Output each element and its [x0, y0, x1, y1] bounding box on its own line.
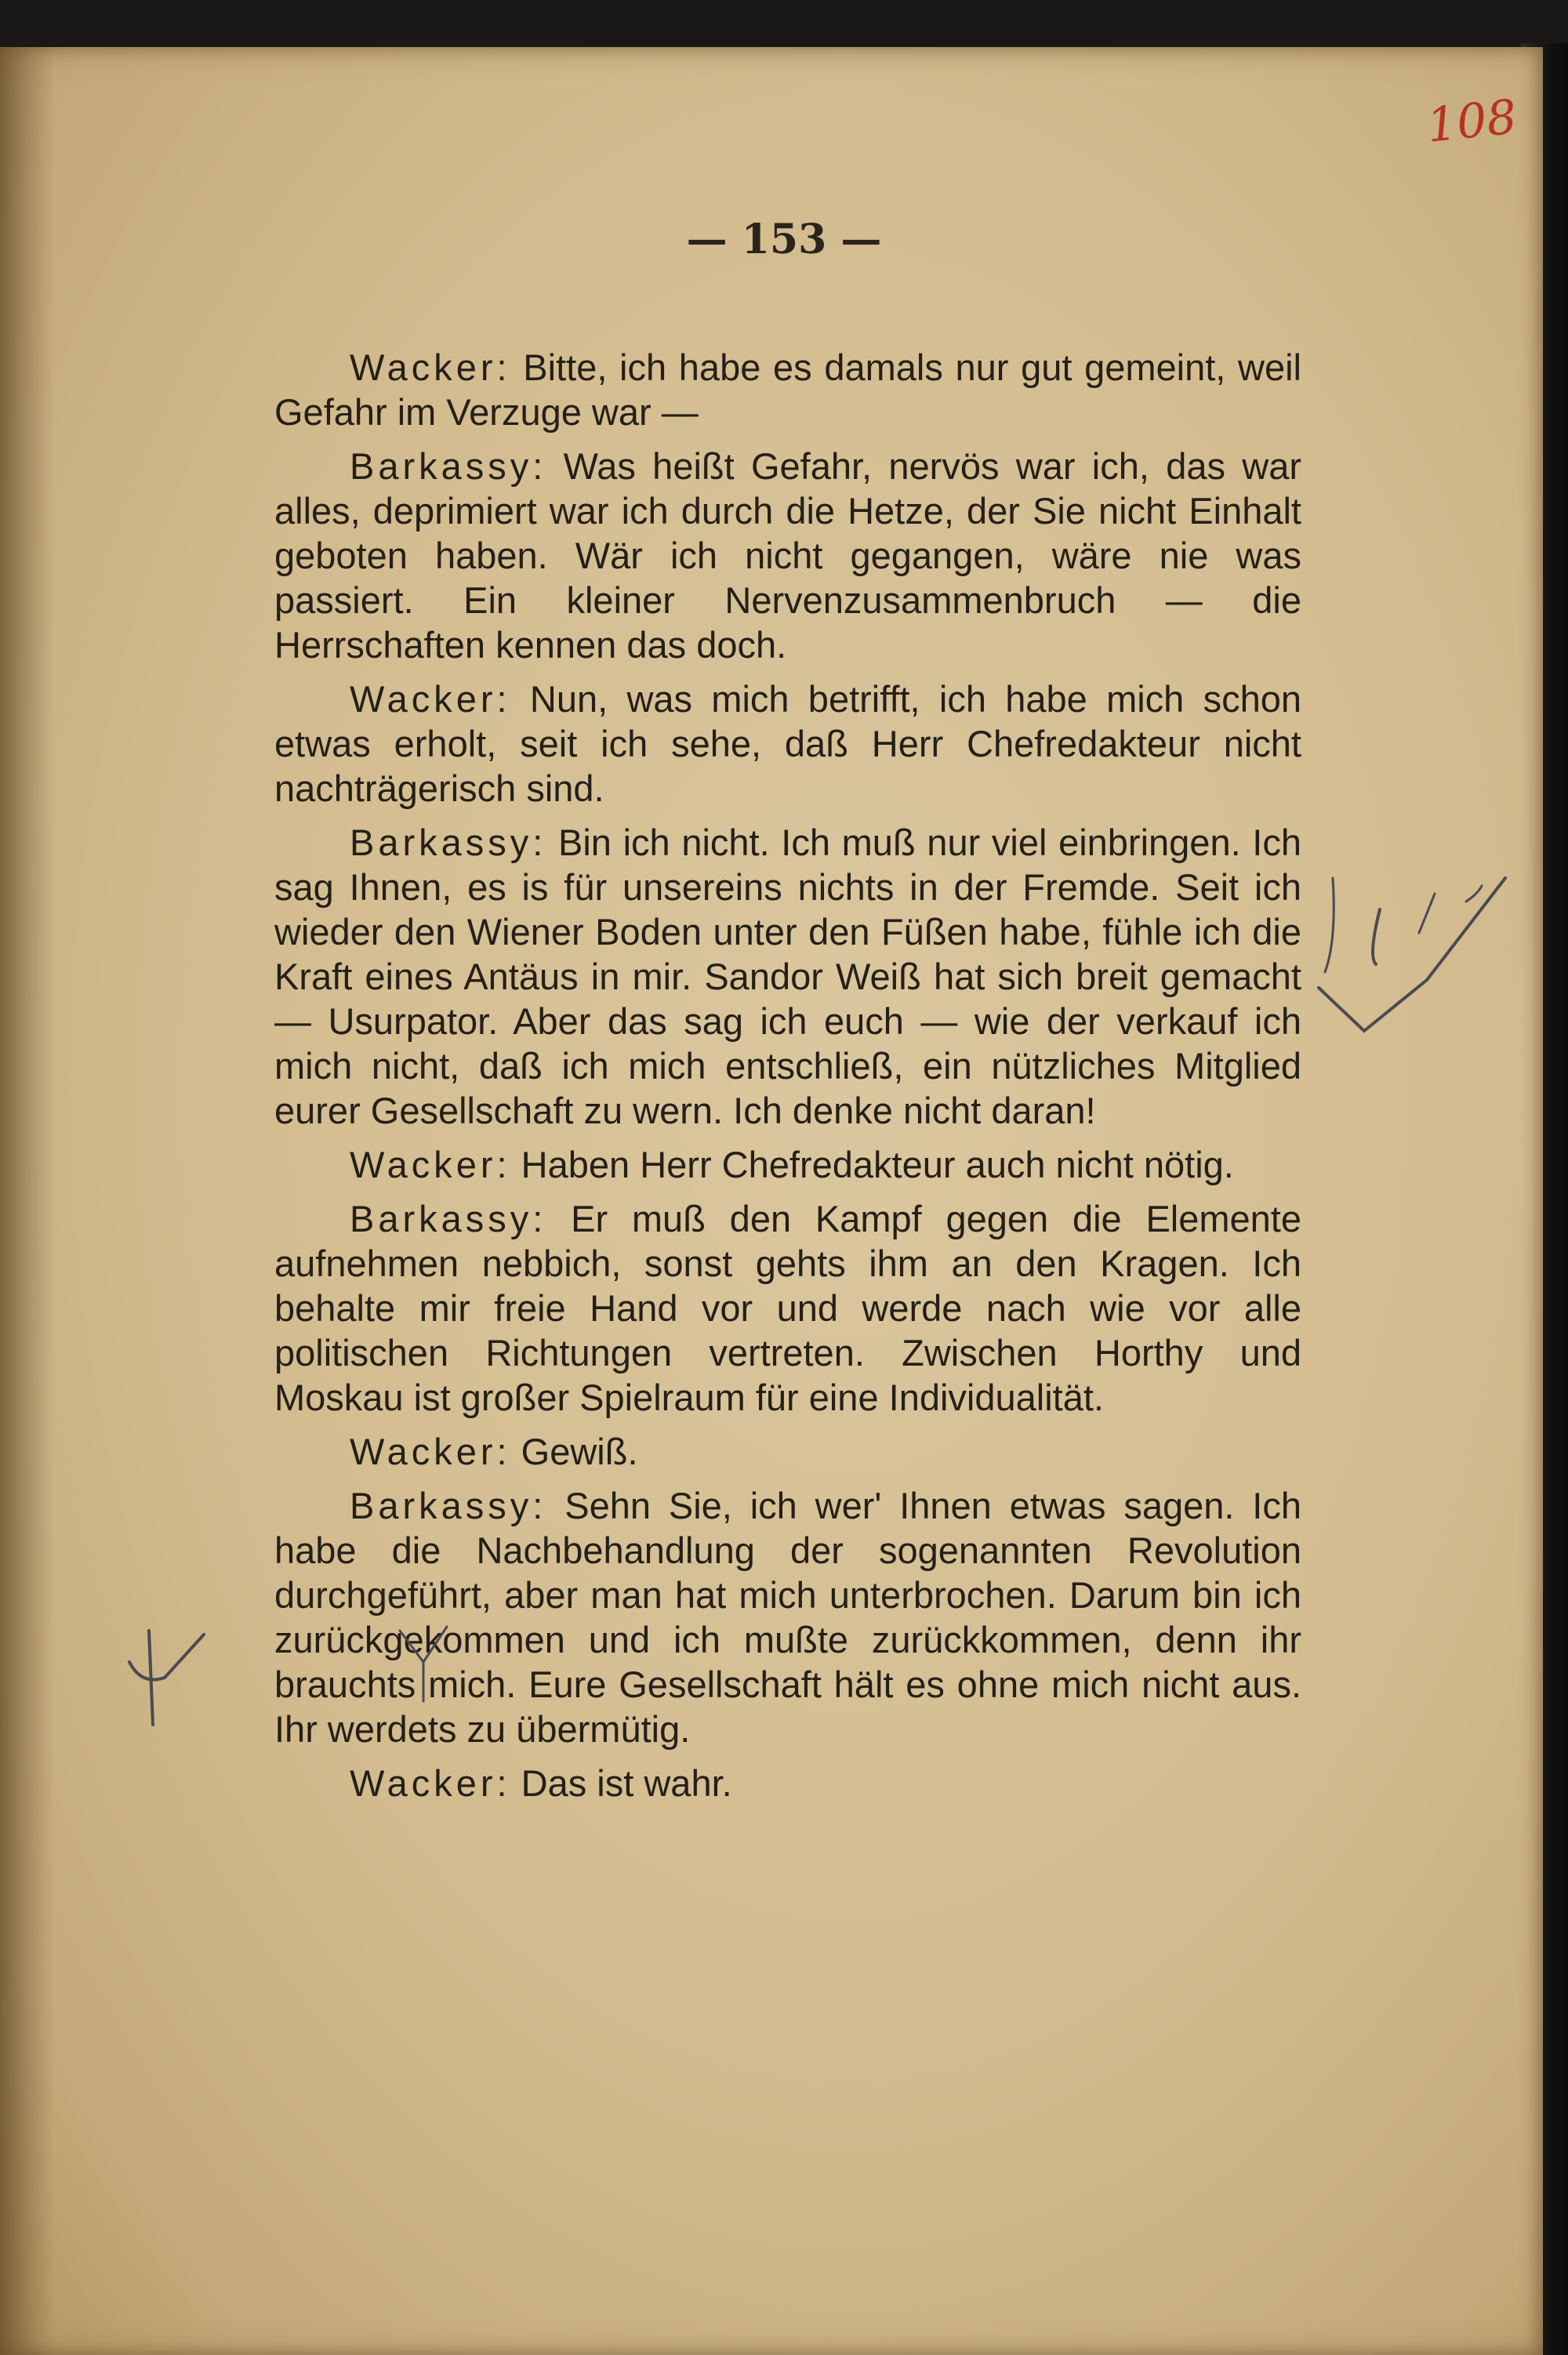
dialogue-paragraph	[274, 1196, 1301, 1420]
dialogue-paragraph	[274, 1142, 1301, 1187]
speech-text: Sehn Sie, ich wer' Ihnen etwas sagen. Ich habe die Nachbehandlung der sogenannten Revolution durchgeführt, aber man hat mich unterbrochen. Darum bin ich zurückgekommen und ich mußte zurückkommen, denn ihr brauchts mich. Eure Gesellschaft hält es ohne mich nicht aus. Ihr werdets zu übermütig.	[274, 1485, 1302, 1750]
speech-text: Nun, was mich betrifft, ich habe mich schon etwas erholt, seit ich sehe, daß Herr Chefredakteur nicht nachträgerisch sind.	[274, 678, 1301, 809]
speech-text: Was heißt Gefahr, nervös war ich, das war alles, deprimiert war ich durch die Hetze, der Sie nicht Einhalt geboten haben. Wär ich nicht gegangen, wäre nie was passiert. Ein kleiner Nervenzusammenbruch — die Herrschaften kennen das doch.	[274, 445, 1301, 666]
speech-text: Das ist wahr.	[521, 1762, 732, 1804]
page-number: — 153 —	[686, 216, 882, 263]
speaker-name: Wacker:	[350, 347, 511, 388]
dialogue-paragraph	[274, 1483, 1301, 1751]
speech-text: Er muß den Kampf gegen die Elemente aufnehmen nebbich, sonst gehts ihm an den Kragen. Ich behalte mir freie Hand vor und werde nach wie vor alle politischen Richtungen vertreten. Zwischen Horthy und Moskau ist großer Spielraum für eine Individualität.	[274, 1198, 1301, 1418]
speaker-name: Barkassy:	[350, 1198, 547, 1239]
page-gutter	[0, 47, 55, 2355]
speaker-name: Barkassy:	[350, 822, 547, 863]
dialogue-paragraph	[274, 820, 1301, 1133]
handwritten-folio-number: 108	[1424, 89, 1519, 154]
dialogue-paragraph	[274, 1429, 1301, 1474]
speaker-name: Wacker:	[350, 1144, 511, 1185]
dialogue-text	[274, 345, 1301, 1815]
dialogue-paragraph	[274, 345, 1301, 434]
speaker-name: Barkassy:	[350, 445, 547, 487]
speaker-name: Wacker:	[350, 1762, 511, 1804]
speech-text: Bitte, ich habe es damals nur gut gemeint, weil Gefahr im Verzuge war —	[274, 347, 1301, 433]
speaker-name: Wacker:	[350, 1431, 511, 1472]
dialogue-paragraph	[274, 444, 1301, 667]
speaker-name: Wacker:	[350, 678, 511, 720]
dialogue-paragraph	[274, 677, 1301, 811]
speech-text: Gewiß.	[521, 1431, 638, 1472]
dialogue-paragraph	[274, 1761, 1301, 1805]
speech-text: Haben Herr Chefredakteur auch nicht nötig.	[521, 1144, 1234, 1185]
speech-text: Bin ich nicht. Ich muß nur viel einbringen. Ich sag Ihnen, es is für unsereins nichts in der Fremde. Seit ich wieder den Wiener Boden unter den Füßen habe, fühle ich die Kraft eines Antäus in mir. Sandor Weiß hat sich breit gemacht — Usurpator. Aber das sag ich euch — wie der verkauf ich mich nicht, daß ich mich entschließ, ein nützliches Mitglied eurer Gesellschaft zu wern. Ich denke nicht daran!	[274, 822, 1301, 1131]
speaker-name: Barkassy:	[350, 1485, 547, 1526]
